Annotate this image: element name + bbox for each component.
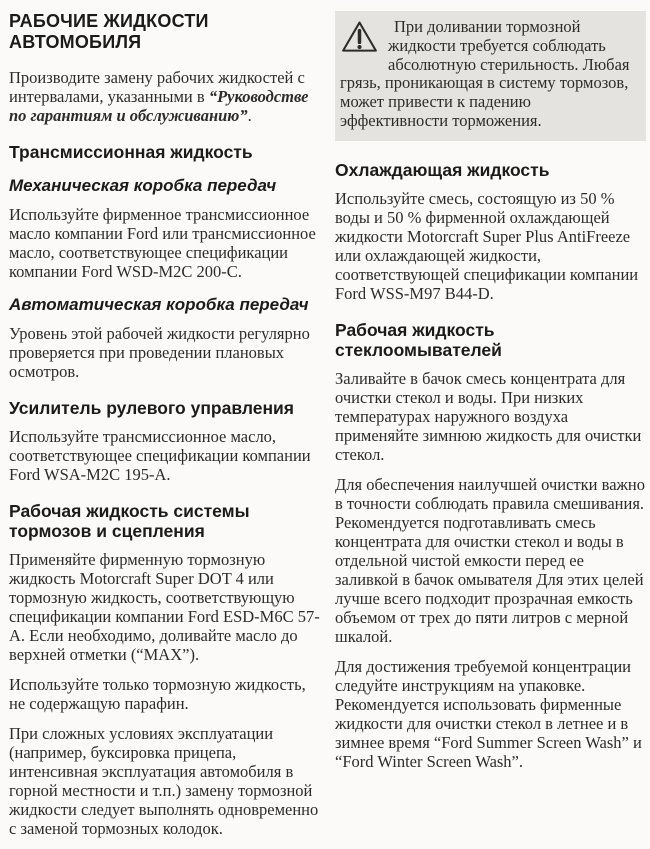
brake-fluid-warning-box [335, 11, 646, 141]
brake-clutch-paragraph-3: При сложных условиях эксплуатации (например, буксировка прицепа, интенсивная эксплуатация автомобиля в горной местности и т.п.) замену тормозной жидкости следует выполнять одновременно с заменой тормозных колодок. [9, 724, 319, 838]
intro-paragraph [9, 68, 320, 125]
washer-paragraph-1: Заливайте в бачок смесь концентрата для очистки стекол и воды. При низких температурах наружного воздуха применяйте зимнюю жидкость для очистки стекол. [335, 368, 642, 464]
washer-fluid-heading: Рабочая жидкость стеклоомывателей [335, 319, 502, 360]
brake-clutch-paragraph-1: Применяйте фирменную тормозную жидкость Motorcraft Super DOT 4 или тормозную жидкость, соответствующую спецификации компании Ford ESD-M6C 57-A. Если необходимо, доливайте масло до верхней отметки (“MAX”). [9, 550, 320, 664]
intro-lead: Производите замену рабочих жидкостей с интервалами, указанными в [9, 68, 305, 106]
coolant-paragraph: Используйте смесь, состоящую из 50 % воды и 50 % фирменной охлаждающей жидкости Motorcraft Super Plus AntiFreeze или охлаждающей жидкости, соответствующей спецификации компании Ford WSS-M97 B44-D. [335, 188, 639, 303]
manual-gearbox-paragraph: Используйте фирменное трансмиссионное масло компании Ford или трансмиссионное масло, соответствующее спецификации компании Ford WSD-M2C 200-C. [9, 205, 316, 281]
warning-triangle-icon [340, 19, 379, 55]
intro-manual-reference: “Руководстве по гарантиям и обслуживанию” [9, 87, 309, 125]
automatic-gearbox-subheading: Автоматическая коробка передач [9, 295, 309, 314]
brake-clutch-fluid-heading: Рабочая жидкость системы тормозов и сцепления [9, 501, 250, 541]
power-steering-heading: Усилитель рулевого управления [9, 398, 295, 418]
transmission-fluid-heading: Трансмиссионная жидкость [9, 142, 253, 162]
warning-text: При доливании тормозной жидкости требуется соблюдать абсолютную стерильность. Любая грязь, проникающая в систему тормозов, может привести к падению эффективности торможения. [340, 17, 630, 130]
power-steering-paragraph: Используйте трансмиссионное масло, соответствующее спецификации компании Ford WSA-M2C 195-A. [9, 427, 311, 484]
coolant-heading: Охлаждающая жидкость [335, 159, 550, 180]
washer-paragraph-3: Для достижения требуемой концентрации следуйте инструкциям на упаковке. Рекомендуется использовать фирменные жидкости для очистки стекол в летнее и в зимнее время “Ford Summer Screen Wash” и “Ford Winter Screen Wash”. [335, 656, 642, 771]
intro-tail: . [247, 106, 252, 125]
left-column [9, 10, 320, 849]
brake-clutch-paragraph-2: Используйте только тормозную жидкость, не содержащую парафин. [9, 675, 306, 713]
right-column [335, 10, 646, 849]
page-title: РАБОЧИЕ ЖИДКОСТИ АВТОМОБИЛЯ [9, 11, 209, 52]
washer-paragraph-2: Для обеспечения наилучшей очистки важно в точности соблюдать правила смешивания. Рекомендуется подготавливать смесь концентрата для очистки стекол и воды в отдельной чистой емкости перед ее заливкой в бачок омывателя Для этих целей лучше всего подходит прозрачная емкость объемом от трех до пяти литров с мерной шкалой. [335, 474, 646, 646]
manual-gearbox-subheading: Механическая коробка передач [9, 176, 277, 195]
automatic-gearbox-paragraph: Уровень этой рабочей жидкости регулярно проверяется при проведении плановых осмотров. [9, 324, 310, 381]
